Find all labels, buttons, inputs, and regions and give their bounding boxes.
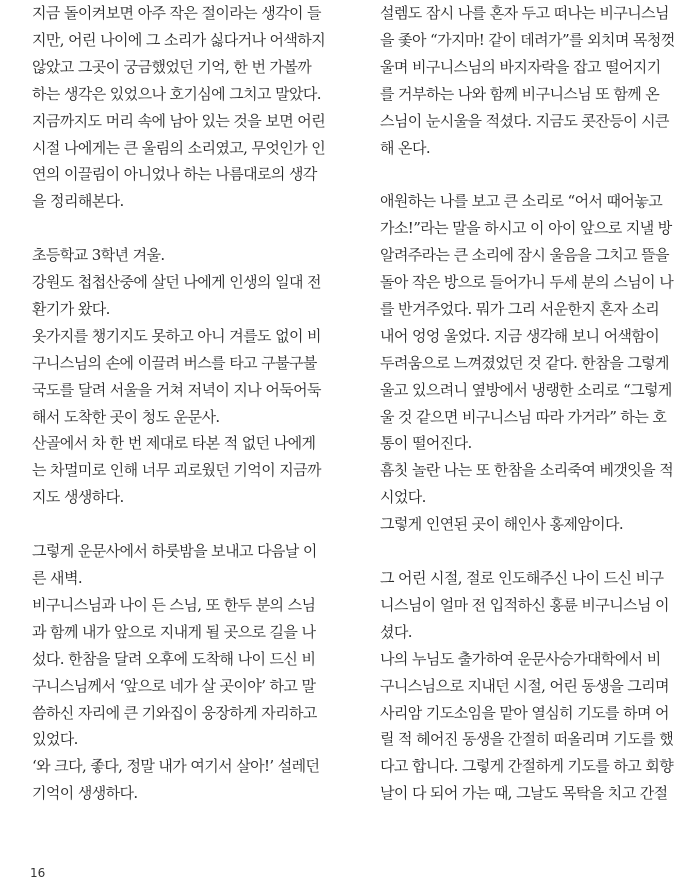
- text-line: 비구니스님과 나이 든 스님, 또 한두 분의 스님: [32, 595, 316, 614]
- text-line: 해서 도착한 곳이 청도 운문사.: [32, 407, 220, 426]
- text-line: 국도를 달려 서울을 거쳐 저녁이 지나 어둑어둑: [32, 380, 321, 399]
- paragraph-gap: [380, 161, 680, 188]
- text-line: 강원도 첩첩산중에 살던 나에게 인생의 일대 전: [32, 273, 321, 292]
- text-line: 을 정리해본다.: [32, 192, 124, 211]
- text-line: 가소!”라는 말을 하시고 이 아이 앞으로 지낼 방: [380, 219, 672, 238]
- text-line: 시절 나에게는 큰 울림의 소리였고, 무엇인가 인: [32, 138, 326, 157]
- text-line: 지만, 어린 나이에 그 소리가 싫다거나 어색하지: [32, 30, 326, 49]
- text-line: 을 좇아 “가지마! 같이 데려가”를 외치며 목청껏: [380, 30, 675, 49]
- text-line: 알려주라는 큰 소리에 잠시 울음을 그치고 뜰을: [380, 246, 669, 265]
- text-line: 지금 돌이켜보면 아주 작은 절이라는 생각이 들: [32, 4, 321, 22]
- text-line: 않았고 그곳이 궁금했었던 기억, 한 번 가볼까: [32, 57, 312, 76]
- text-line: 지금까지도 머리 속에 남아 있는 것을 보면 어린: [32, 111, 326, 130]
- text-line: 구니스님으로 지내던 시절, 어린 동생을 그리며: [380, 676, 669, 695]
- text-line: 울 것 같으면 비구니스님 따라 가거라” 하는 호: [380, 407, 667, 426]
- text-line: 애원하는 나를 보고 큰 소리로 “어서 때어놓고: [380, 192, 663, 211]
- text-line: 구니스님의 손에 이끌려 버스를 타고 구불구불: [32, 353, 317, 372]
- text-line: 구니스님께서 ‘앞으로 네가 살 곳이야’ 하고 말: [32, 676, 316, 695]
- text-line: 사리암 기도소임을 맡아 열심히 기도를 하며 어: [380, 703, 669, 722]
- text-line: 른 새벽.: [32, 569, 83, 587]
- text-line: 릴 적 헤어진 동생을 간절히 떠올리며 기도를 했: [380, 730, 674, 749]
- text-line: 나의 누님도 출가하여 운문사승가대학에서 비: [380, 649, 661, 668]
- text-line: 초등학교 3학년 겨울.: [32, 246, 165, 265]
- text-line: 설렘도 잠시 나를 혼자 두고 떠나는 비구니스님: [380, 4, 669, 22]
- text-line: 해 온다.: [380, 138, 431, 157]
- text-line: 돌아 작은 방으로 들어가니 두세 분의 스님이 나: [380, 273, 674, 292]
- text-line: 다고 합니다. 그렇게 간절하게 기도를 하고 회향: [380, 757, 674, 776]
- paragraph-gap: [32, 511, 332, 538]
- text-line: 기억이 생생하다.: [32, 784, 138, 803]
- text-line: 있었다.: [32, 730, 78, 749]
- text-line: ‘와 크다, 좋다, 정말 내가 여기서 살아!’ 설레던: [32, 757, 320, 776]
- text-line: 씀하신 자리에 큰 기와집이 웅장하게 자리하고: [32, 703, 317, 722]
- text-line: 흠칫 놀란 나는 또 한참을 소리죽여 베갯잇을 적: [380, 461, 674, 480]
- text-line: 옷가지를 챙기지도 못하고 아니 겨를도 없이 비: [32, 326, 321, 345]
- text-line: 그렇게 운문사에서 하룻밤을 보내고 다음날 이: [32, 542, 317, 561]
- text-line: 내어 엉엉 울었다. 지금 생각해 보니 어색함이: [380, 326, 660, 345]
- text-line: 스님이 눈시울을 적셨다. 지금도 콧잔등이 시큰: [380, 111, 669, 130]
- text-line: 통이 떨어진다.: [380, 434, 472, 453]
- text-line: 니스님이 얼마 전 입적하신 홍륜 비구니스님 이: [380, 595, 669, 614]
- text-line: 연의 이끌림이 아니었나 하는 나름대로의 생각: [32, 165, 317, 184]
- text-line: 환기가 왔다.: [32, 299, 110, 318]
- paragraph-gap: [380, 538, 680, 565]
- text-line: 를 거부하는 나와 함께 비구니스님 또 함께 온: [380, 84, 660, 103]
- text-line: 지도 생생하다.: [32, 488, 124, 507]
- text-line: 두려움으로 느껴졌었던 것 같다. 한참을 그렇게: [380, 353, 669, 372]
- page-number: 16: [30, 866, 46, 880]
- text-line: 과 함께 내가 앞으로 지내게 될 곳으로 길을 나: [32, 622, 316, 641]
- text-line: 하는 생각은 있었으나 호기심에 그치고 말았다.: [32, 84, 321, 103]
- text-line: 섰다. 한참을 달려 오후에 도착해 나이 드신 비: [32, 649, 316, 668]
- text-line: 시었다.: [380, 488, 426, 507]
- text-line: 는 차멀미로 인해 너무 괴로웠던 기억이 지금까: [32, 461, 321, 480]
- right-column: [380, 0, 680, 807]
- left-column: [32, 0, 332, 807]
- text-line: 울고 있으려니 옆방에서 냉랭한 소리로 “그렇게: [380, 380, 672, 399]
- paragraph-gap: [32, 215, 332, 242]
- text-line: 를 반겨주었다. 뭐가 그리 서운한지 혼자 소리: [380, 299, 660, 318]
- text-line: 셨다.: [380, 622, 412, 641]
- text-line: 울며 비구니스님의 바지자락을 잡고 떨어지기: [380, 57, 661, 76]
- text-line: 그 어린 시절, 절로 인도해주신 나이 드신 비구: [380, 569, 664, 587]
- text-line: 그렇게 인연된 곳이 해인사 홍제암이다.: [380, 515, 624, 534]
- text-line: 산골에서 차 한 번 제대로 타본 적 없던 나에게: [32, 434, 316, 453]
- text-line: 날이 다 되어 가는 때, 그날도 목탁을 치고 간절: [380, 784, 668, 803]
